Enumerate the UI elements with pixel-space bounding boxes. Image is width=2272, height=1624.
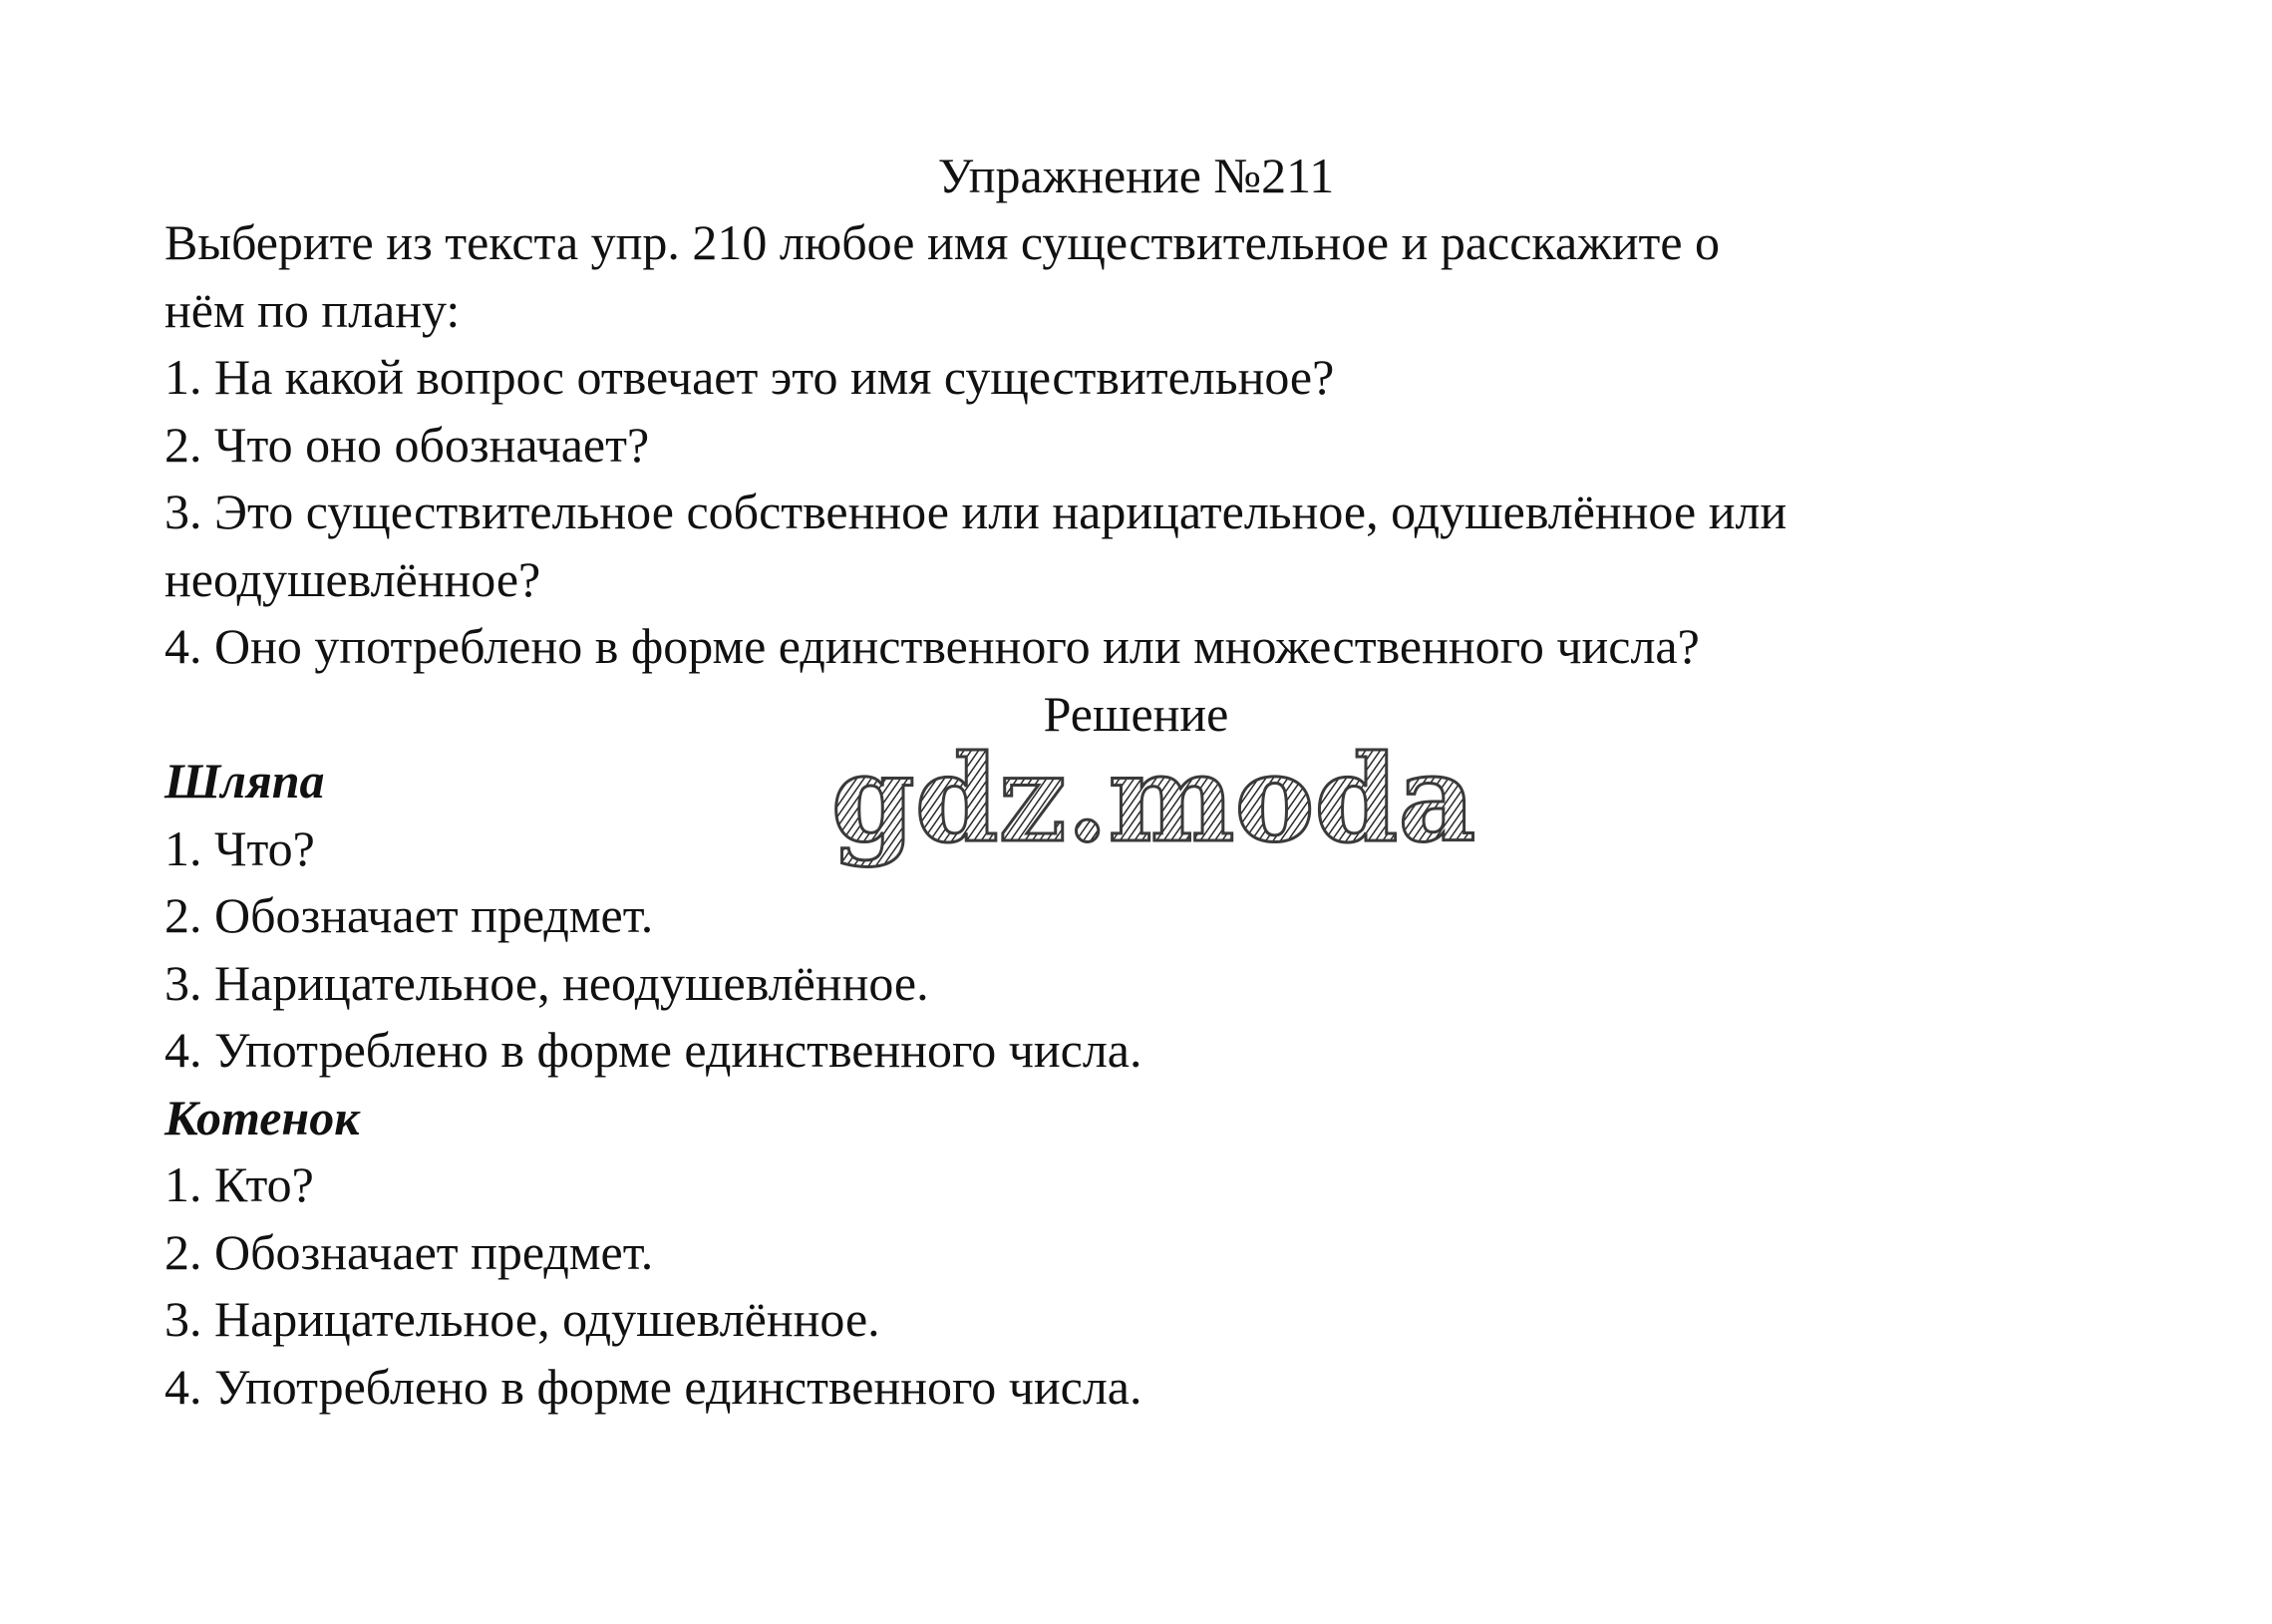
- answer-line: 2. Обозначает предмет.: [164, 1224, 654, 1280]
- task-question: неодушевлённое?: [164, 551, 541, 607]
- answer-line: 1. Кто?: [164, 1156, 314, 1212]
- task-question: 2. Что оно обозначает?: [164, 417, 650, 473]
- answer-line: 4. Употреблено в форме единственного числа.: [164, 1022, 1142, 1078]
- answer-line: 3. Нарицательное, одушевлённое.: [164, 1291, 880, 1347]
- word-heading: Котенок: [164, 1090, 360, 1145]
- watermark-logo: [829, 733, 1477, 882]
- answer-line: 4. Употреблено в форме единственного числа.: [164, 1359, 1142, 1415]
- answer-line: 3. Нарицательное, неодушевлённое.: [164, 955, 929, 1011]
- task-line: нём по плану:: [164, 282, 461, 338]
- answer-line: 2. Обозначает предмет.: [164, 887, 654, 943]
- exercise-title: Упражнение №211: [937, 148, 1335, 203]
- solution-label: Решение: [1043, 686, 1229, 742]
- task-question: 3. Это существительное собственное или нарицательное, одушевлённое или: [164, 484, 1787, 539]
- task-line: Выберите из текста упр. 210 любое имя существительное и расскажите о: [164, 214, 1721, 270]
- watermark-text: gdz.moda: [830, 733, 1476, 869]
- task-question: 4. Оно употреблено в форме единственного или множественного числа?: [164, 618, 1700, 674]
- word-heading: Шляпа: [164, 753, 325, 809]
- answer-line: 1. Что?: [164, 820, 315, 876]
- task-question: 1. На какой вопрос отвечает это имя существительное?: [164, 349, 1335, 405]
